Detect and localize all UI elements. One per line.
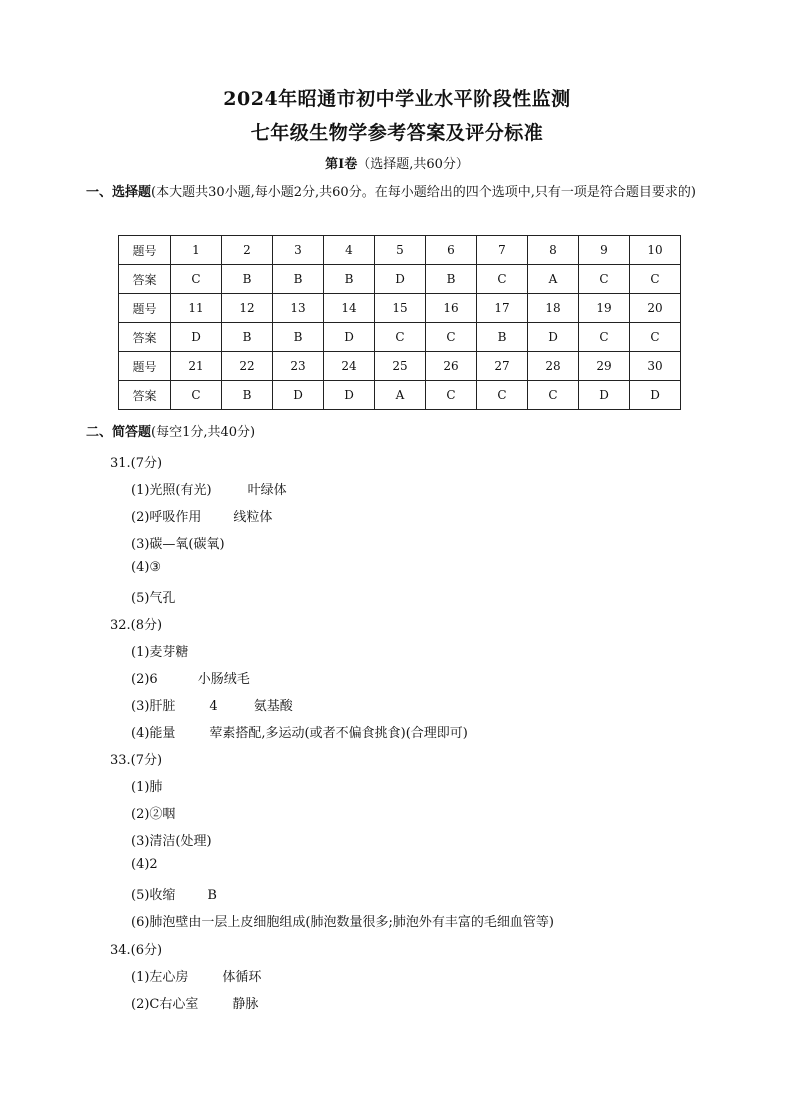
answer-text: B bbox=[207, 888, 217, 903]
table-cell: C bbox=[171, 265, 222, 294]
table-row bbox=[119, 381, 681, 410]
table-cell: 18 bbox=[528, 294, 579, 323]
section1-heading: 一、选择题 bbox=[86, 185, 152, 200]
table-cell: 2 bbox=[222, 236, 273, 265]
question-31-title: 31.(7分) bbox=[110, 456, 163, 471]
table-cell: 20 bbox=[630, 294, 681, 323]
table-cell: 9 bbox=[579, 236, 630, 265]
table-cell: 5 bbox=[375, 236, 426, 265]
table-cell: 14 bbox=[324, 294, 375, 323]
answer-line: (4)2 bbox=[131, 857, 158, 872]
table-cell: 7 bbox=[477, 236, 528, 265]
answer-table bbox=[118, 235, 681, 410]
table-cell: 29 bbox=[579, 352, 630, 381]
answer-line bbox=[131, 993, 258, 1012]
table-cell: D bbox=[528, 323, 579, 352]
answer-line: (1)麦芽糖 bbox=[131, 645, 189, 660]
table-cell: B bbox=[477, 323, 528, 352]
answer-text: 小肠绒毛 bbox=[197, 672, 250, 687]
answer-label: 答案 bbox=[119, 381, 171, 410]
table-cell: C bbox=[426, 323, 477, 352]
answer-line: (2)②咽 bbox=[131, 807, 176, 822]
table-cell: B bbox=[273, 323, 324, 352]
table-cell: C bbox=[375, 323, 426, 352]
table-row bbox=[119, 323, 681, 352]
volume-heading bbox=[0, 153, 794, 172]
number-label: 题号 bbox=[119, 294, 171, 323]
answer-text: 线粒体 bbox=[233, 510, 273, 525]
answer-line: (3)碳—氧(碳氧) bbox=[131, 537, 225, 552]
question-32-title: 32.(8分) bbox=[110, 618, 163, 633]
table-cell: 15 bbox=[375, 294, 426, 323]
table-cell: 11 bbox=[171, 294, 222, 323]
table-cell: 12 bbox=[222, 294, 273, 323]
answer-line: (4)③ bbox=[131, 560, 162, 575]
answer-line: (6)肺泡壁由一层上皮细胞组成(肺泡数量很多;肺泡外有丰富的毛细血管等) bbox=[131, 915, 554, 930]
table-cell: C bbox=[477, 265, 528, 294]
table-cell: B bbox=[426, 265, 477, 294]
answer-line bbox=[131, 695, 293, 714]
answer-text: (1)左心房 bbox=[131, 970, 189, 985]
table-cell: A bbox=[528, 265, 579, 294]
table-cell: 21 bbox=[171, 352, 222, 381]
table-cell: C bbox=[630, 265, 681, 294]
question-34-title: 34.(6分) bbox=[110, 943, 163, 958]
table-cell: 16 bbox=[426, 294, 477, 323]
table-cell: C bbox=[477, 381, 528, 410]
document-title: 2024年昭通市初中学业水平阶段性监测 bbox=[223, 88, 571, 110]
answer-text: 体循环 bbox=[222, 970, 262, 985]
answer-text: (2)6 bbox=[131, 672, 158, 687]
answer-text: (2)呼吸作用 bbox=[131, 510, 202, 525]
table-cell: D bbox=[324, 381, 375, 410]
answer-text: 静脉 bbox=[232, 997, 259, 1012]
table-cell: 13 bbox=[273, 294, 324, 323]
table-cell: 6 bbox=[426, 236, 477, 265]
section1-instructions bbox=[86, 180, 726, 206]
table-row bbox=[119, 265, 681, 294]
table-cell: 25 bbox=[375, 352, 426, 381]
table-cell: C bbox=[171, 381, 222, 410]
answer-line: (5)气孔 bbox=[131, 591, 176, 606]
answer-text: (2)C右心室 bbox=[131, 997, 199, 1012]
table-cell: 24 bbox=[324, 352, 375, 381]
table-cell: 10 bbox=[630, 236, 681, 265]
table-cell: 8 bbox=[528, 236, 579, 265]
section2-heading-line bbox=[86, 421, 255, 440]
document-subtitle: 七年级生物学参考答案及评分标准 bbox=[250, 122, 544, 144]
table-cell: 22 bbox=[222, 352, 273, 381]
answer-line bbox=[131, 966, 261, 985]
table-cell: D bbox=[630, 381, 681, 410]
answer-text: 叶绿体 bbox=[247, 483, 287, 498]
answer-label: 答案 bbox=[119, 265, 171, 294]
table-cell: B bbox=[222, 323, 273, 352]
answer-text: (1)光照(有光) bbox=[131, 483, 212, 498]
table-cell: 23 bbox=[273, 352, 324, 381]
table-row bbox=[119, 236, 681, 265]
table-cell: 28 bbox=[528, 352, 579, 381]
table-cell: D bbox=[324, 323, 375, 352]
answer-text: (4)能量 bbox=[131, 726, 176, 741]
number-label: 题号 bbox=[119, 236, 171, 265]
table-cell: A bbox=[375, 381, 426, 410]
answer-line bbox=[131, 884, 217, 903]
answer-line: (1)肺 bbox=[131, 780, 163, 795]
table-cell: 3 bbox=[273, 236, 324, 265]
table-cell: C bbox=[630, 323, 681, 352]
answer-text: (3)肝脏 bbox=[131, 699, 176, 714]
table-cell: B bbox=[273, 265, 324, 294]
table-cell: D bbox=[579, 381, 630, 410]
question-33-title: 33.(7分) bbox=[110, 753, 163, 768]
table-cell: D bbox=[375, 265, 426, 294]
table-cell: C bbox=[426, 381, 477, 410]
table-cell: C bbox=[528, 381, 579, 410]
answer-line bbox=[131, 722, 468, 741]
volume-note: （选择题,共60分） bbox=[357, 157, 469, 172]
table-cell: 4 bbox=[324, 236, 375, 265]
table-row bbox=[119, 294, 681, 323]
section2-heading: 二、简答题 bbox=[86, 425, 152, 440]
table-cell: C bbox=[579, 323, 630, 352]
table-cell: 19 bbox=[579, 294, 630, 323]
table-row bbox=[119, 352, 681, 381]
section2-description: (每空1分,共40分) bbox=[151, 425, 256, 440]
volume-label: 第Ⅰ卷 bbox=[325, 157, 358, 172]
answer-label: 答案 bbox=[119, 323, 171, 352]
answer-line bbox=[131, 479, 287, 498]
answer-text: 荤素搭配,多运动(或者不偏食挑食)(合理即可) bbox=[209, 726, 468, 741]
table-cell: 30 bbox=[630, 352, 681, 381]
answer-text: 氨基酸 bbox=[253, 699, 293, 714]
table-cell: 1 bbox=[171, 236, 222, 265]
table-cell: B bbox=[324, 265, 375, 294]
table-cell: C bbox=[579, 265, 630, 294]
table-cell: 26 bbox=[426, 352, 477, 381]
answer-line bbox=[131, 668, 250, 687]
answer-text: 4 bbox=[209, 699, 218, 714]
section1-description: (本大题共30小题,每小题2分,共60分。在每小题给出的四个选项中,只有一项是符合题目要求的) bbox=[151, 185, 696, 200]
number-label: 题号 bbox=[119, 352, 171, 381]
answer-line: (3)清洁(处理) bbox=[131, 834, 212, 849]
table-cell: 17 bbox=[477, 294, 528, 323]
table-cell: D bbox=[273, 381, 324, 410]
table-cell: B bbox=[222, 381, 273, 410]
answer-text: (5)收缩 bbox=[131, 888, 176, 903]
table-cell: D bbox=[171, 323, 222, 352]
answer-line bbox=[131, 506, 272, 525]
table-cell: B bbox=[222, 265, 273, 294]
table-cell: 27 bbox=[477, 352, 528, 381]
